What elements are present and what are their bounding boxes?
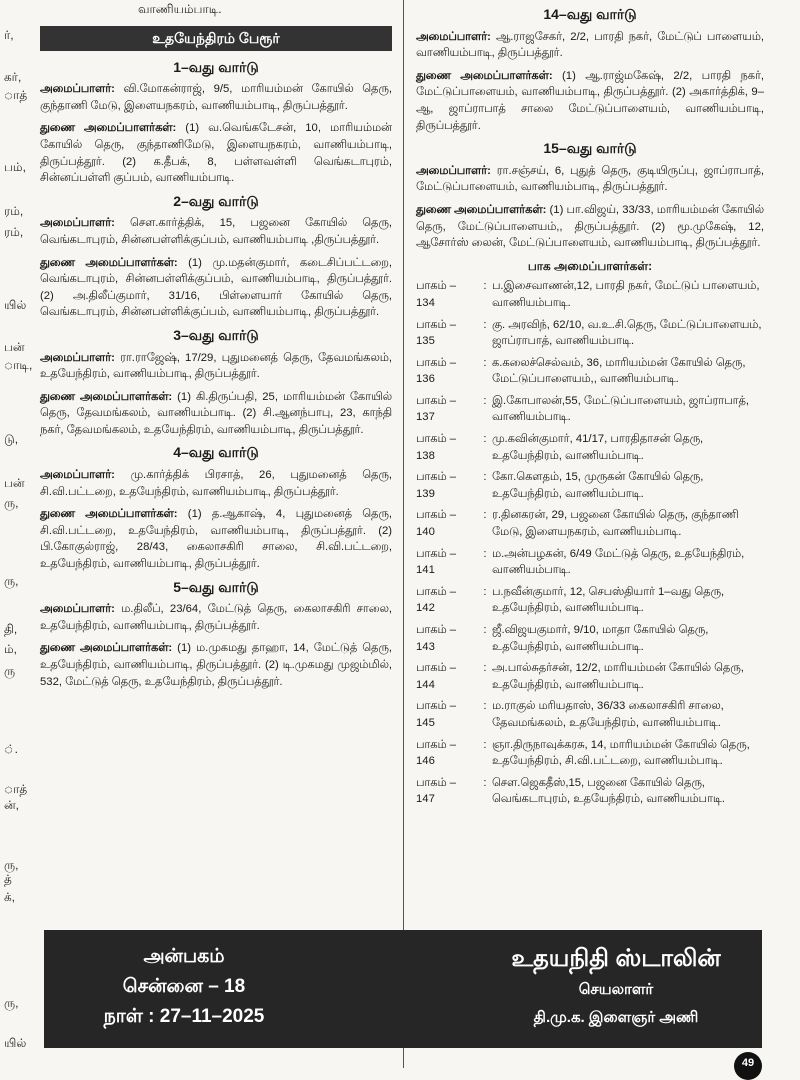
booth-row xyxy=(416,737,764,770)
booth-row xyxy=(416,431,764,464)
role-label: துணை அமைப்பாளர்கள்: xyxy=(416,203,547,216)
booth-text: இ.கோபாலன்,55, மேட்டுப்பாளையம், ஜாப்ராபாத், வாணியம்பாடி. xyxy=(492,394,750,424)
booth-colon: : xyxy=(483,433,487,446)
column-divider xyxy=(403,0,404,1068)
booth-label: பாகம் – 143 xyxy=(416,624,457,653)
entry-text: (1) பா.விஜய், 33/33, மாரியம்மன் கோயில் தெரு, மேட்டுப்பாளையம்,, திருப்பத்தூர். (2) மூ.முகேஷ், 12, ஆசோர்ஸ் லைன், மேட்டுப்பாளையம், வாணியம்பாடி, திருப்பத்தூர். xyxy=(416,203,764,250)
booth-colon: : xyxy=(483,280,487,293)
edge-fragment: ். xyxy=(4,742,18,756)
signatory-org: தி.மு.க. இளைஞர் அணி xyxy=(533,1009,699,1026)
booth-row xyxy=(416,317,764,350)
footer-city: சென்னை – 18 xyxy=(122,976,246,997)
ward-entry xyxy=(40,389,392,439)
edge-fragment: ர், xyxy=(4,28,14,42)
booth-text: க.கலைச்செல்வம், 36, மாரியம்மன் கோயில் தெரு, மேட்டுப்பாளையம்,, வாணியம்பாடி. xyxy=(492,356,746,386)
booth-text: ஜீ.விஜயகுமார், 9/10, மாதா கோயில் தெரு, உதயேந்திரம், வாணியம்பாடி. xyxy=(492,624,709,653)
ward-entry xyxy=(40,640,392,690)
ward-entry xyxy=(416,29,764,62)
edge-fragment: கர், xyxy=(4,70,22,84)
edge-fragment: த் xyxy=(4,872,12,886)
entry-text: ம.திலீப், 23/64, மேட்டுத் தெரு, கைலாசகிரி சாலை, உதயேந்திரம், வாணியம்பாடி, திருப்பத்தூர். xyxy=(40,603,392,632)
ward-title: 15–வது வார்டு xyxy=(543,140,637,157)
booth-row xyxy=(416,622,764,655)
edge-fragment: ரம், xyxy=(4,225,24,239)
ward-entry xyxy=(40,215,392,248)
booth-row xyxy=(416,775,764,808)
edge-fragment: ாத் xyxy=(4,782,28,796)
booth-row xyxy=(416,546,764,579)
booth-label: பாகம் – 144 xyxy=(416,662,457,691)
ward-entry xyxy=(416,68,764,134)
signatory-title: செயலாளர் xyxy=(578,981,654,998)
ward-entry xyxy=(40,601,392,634)
ward-title: 2–வது வார்டு xyxy=(173,192,259,209)
booth-label: பாகம் – 147 xyxy=(416,776,457,806)
booth-label: பாகம் – 146 xyxy=(416,738,457,768)
booth-text: மு.கவின்குமார், 41/17, பாரதிதாசன் தெரு, உதயேந்திரம், வாணியம்பாடி. xyxy=(492,433,704,462)
role-label: துணை அமைப்பாளர்கள்: xyxy=(40,122,177,135)
role-label: அமைப்பாளர்: xyxy=(416,164,491,177)
entry-text: (1) ம.முகமது தாஹா, 14, மேட்டுத் தெரு, உதயேந்திரம், வாணியம்பாடி, திருப்பத்தூர். (2) டி.முகமது முஜம்மில், 532, மேட்டுத் தெரு, உதயேந்திரம், திருப்பத்தூர். xyxy=(40,642,392,688)
edge-fragment: ம், xyxy=(4,642,17,656)
footer-office: அன்பகம் xyxy=(143,946,225,967)
footer-right xyxy=(486,942,746,1032)
edge-fragment: ரு, xyxy=(4,996,19,1010)
edge-fragment: பன் xyxy=(4,340,25,354)
role-label: அமைப்பாளர்: xyxy=(40,351,115,364)
ward-entry xyxy=(40,255,392,321)
edge-fragment: ரு, xyxy=(4,496,19,510)
ward-entry xyxy=(40,467,392,500)
role-label: அமைப்பாளர்: xyxy=(40,603,115,616)
booth-row xyxy=(416,469,764,502)
role-label: துணை அமைப்பாளர்கள்: xyxy=(416,69,553,82)
edge-fragment: தி, xyxy=(4,622,18,636)
booth-text: ப.நவீன்குமார், 12, செபஸ்தியார் 1–வது தெரு, உதயேந்திரம், வாணியம்பாடி. xyxy=(492,585,725,615)
booth-colon: : xyxy=(483,624,487,636)
ward-entry xyxy=(40,506,392,572)
booth-colon: : xyxy=(483,547,487,560)
role-label: துணை அமைப்பாளர்கள்: xyxy=(40,508,178,521)
page-number: 49 xyxy=(734,1052,762,1080)
entry-text: ரா.ராஜேஷ், 17/29, புதுமனைத் தெரு, தேவமங்கலம், உதயேந்திரம், வாணியம்பாடி, திருப்பத்தூர். xyxy=(40,351,392,381)
role-label: துணை அமைப்பாளர்கள்: xyxy=(40,390,173,403)
booth-text: ம.ராகுல் மரியதாஸ், 36/33 கைலாசகிரி சாலை, தேவமங்கலம், உதயேந்திரம், வாணியம்பாடி. xyxy=(492,700,724,729)
booth-colon: : xyxy=(483,776,487,789)
right-wards xyxy=(416,6,764,252)
booth-label: பாகம் – 136 xyxy=(416,356,457,386)
booth-colon: : xyxy=(483,356,487,369)
entry-text: வி.மோகன்ராஜ், 9/5, மாரியம்மன் கோயில் தெரு, குந்தாணி மேடு, இளையநகரம், வாணியம்பாடி, திருப்பத்தூர். xyxy=(40,83,392,112)
booth-colon: : xyxy=(483,318,487,331)
ward-entry xyxy=(416,163,764,196)
booth-label: பாகம் – 139 xyxy=(416,471,457,500)
booth-colon: : xyxy=(483,662,487,675)
edge-fragment: ாத் xyxy=(4,88,28,102)
role-label: துணை அமைப்பாளர்கள்: xyxy=(40,256,178,269)
right-column xyxy=(416,0,764,813)
booth-row xyxy=(416,660,764,693)
booth-label: பாகம் – 145 xyxy=(416,700,457,729)
booth-row xyxy=(416,393,764,426)
edge-fragment: ரு, xyxy=(4,574,19,588)
role-label: அமைப்பாளர்: xyxy=(40,83,115,96)
edge-fragment: யில் xyxy=(4,298,27,312)
ward-title: 1–வது வார்டு xyxy=(173,58,259,75)
booth-text: கு. அரவிந், 62/10, வ.உ.சி.தெரு, மேட்டுப்பாளையம், ஜாப்ராபாத், வாணியம்பாடி. xyxy=(492,318,762,348)
role-label: அமைப்பாளர்: xyxy=(40,469,115,482)
edge-fragment: ன், xyxy=(4,798,19,812)
booth-colon: : xyxy=(483,394,487,407)
booth-text: ம.அன்பழகன், 6/49 மேட்டுத் தெரு, உதயேந்திரம், வாணியம்பாடி. xyxy=(492,547,745,577)
edge-fragment: க், xyxy=(4,890,16,904)
booth-label: பாகம் – 135 xyxy=(416,318,457,348)
booth-colon: : xyxy=(483,509,487,522)
booth-text: ப.இசைவாணன்,12, பாரதி நகர், மேட்டுப் பாளையம், வாணியம்பாடி. xyxy=(492,280,760,309)
ward-title: 3–வது வார்டு xyxy=(173,326,259,343)
booth-text: அ.பால்சுதர்சன், 12/2, மாரியம்மன் கோயில் தெரு, உதயேந்திரம், வாணியம்பாடி. xyxy=(492,662,744,691)
booth-text: ஞா.திருநாவுக்கரசு, 14, மாரியம்மன் கோயில் தெரு, உதயேந்திரம், சி.வி.பட்டறை, வாணியம்பாடி. xyxy=(492,738,750,768)
footer-date: நாள் : 27–11–2025 xyxy=(103,1006,265,1027)
left-wards xyxy=(40,59,392,691)
booth-text: கோ.கௌதம், 15, முருகன் கோயில் தெரு, உதயேந்திரம், வாணியம்பாடி. xyxy=(492,471,704,500)
booth-label: பாகம் – 141 xyxy=(416,547,457,577)
entry-text: (1) மு.மதன்குமார், கடைசிப்பட்டறை, வெங்கடாபுரம், சின்னபள்ளிக்குப்பம், வாணியம்பாடி, திருப்பத்தூர். (2) அ.திலீப்குமார், 31/16, பிள்ளையார் கோயில் தெரு, வெங்கடாபுரம், சின்னபள்ளிக்குப்பம், வாணியம்பாடி, திருப்பத்தூர். xyxy=(40,256,393,319)
role-label: துணை அமைப்பாளர்கள்: xyxy=(40,642,173,655)
entry-text: ஆ.ராஜசேகர், 2/2, பாரதி நகர், மேட்டுப் பாளையம், வாணியம்பாடி, திருப்பத்தூர். xyxy=(416,30,764,60)
booth-heading: பாக அமைப்பாளர்கள்: xyxy=(527,258,653,273)
entry-text: மு.கார்த்திக் பிரசாத், 26, புதுமனைத் தெரு, சி.வி.பட்டறை, உதயேந்திரம், வாணியம்பாடி, திருப்பத்தூர். xyxy=(40,469,392,498)
ward-entry xyxy=(40,81,392,114)
edge-fragment: ரு xyxy=(4,664,16,678)
edge-fragment: ரம், xyxy=(4,204,24,218)
booth-row xyxy=(416,698,764,731)
role-label: அமைப்பாளர்: xyxy=(416,30,491,43)
ward-title: 14–வது வார்டு xyxy=(543,6,637,22)
booth-text: ர.தினகரன், 29, பஜனை கோயில் தெரு, குந்தாணி மேடு, இளையநகரம், வாணியம்பாடி. xyxy=(492,509,739,539)
booth-label: பாகம் – 134 xyxy=(416,280,457,309)
role-label: அமைப்பாளர்: xyxy=(40,217,115,230)
entry-text: ரா.சஞ்சய், 6, புதுத் தெரு, குடியிருப்பு, ஜாப்ராபாத், மேட்டுப்பாளையம், வாணியம்பாடி, திருப்பத்தூர். xyxy=(416,164,764,194)
entry-text: (1) த.ஆகாஷ், 4, புதுமனைத் தெரு, சி.வி.பட்டறை, உதயேந்திரம், வாணியம்பாடி, திருப்பத்தூர். (2) பி.கோகுல்ராஜ், 28/43, கைலாசகிரி சாலை, சி.வி.பட்டறை, உதயேந்திரம், வாணியம்பாடி, திருப்பத்தூர். xyxy=(40,508,393,571)
booth-colon: : xyxy=(483,700,487,713)
left-column xyxy=(40,26,392,696)
section-banner: உதயேந்திரம் பேரூர் xyxy=(40,26,392,51)
edge-fragment: ரு, xyxy=(4,858,19,872)
booth-colon: : xyxy=(483,585,487,598)
booth-label: பாகம் – 137 xyxy=(416,394,457,424)
ward-entry xyxy=(416,202,764,252)
booth-row xyxy=(416,507,764,540)
booth-label: பாகம் – 142 xyxy=(416,585,457,615)
edge-fragment: ாடி, xyxy=(4,358,33,372)
edge-fragment: பன் xyxy=(4,476,25,490)
ward-entry xyxy=(40,120,392,186)
edge-fragment: பம், xyxy=(4,160,26,174)
booth-list xyxy=(416,278,764,808)
ward-title: 5–வது வார்டு xyxy=(173,578,259,595)
edge-fragment: டு, xyxy=(4,432,19,446)
footer-block xyxy=(44,930,762,1048)
ward-entry xyxy=(40,350,392,383)
booth-row xyxy=(416,278,764,311)
signatory-name: உதயநிதி ஸ்டாலின் xyxy=(511,945,721,972)
booth-colon: : xyxy=(483,471,487,484)
left-edge-fragments xyxy=(0,0,33,1068)
booth-row xyxy=(416,584,764,617)
footer-left xyxy=(84,942,284,1032)
entry-text: சௌ.கார்த்திக், 15, பஜனை கோயில் தெரு, வெங்கடாபுரம், சின்னபள்ளிக்குப்பம், வாணியம்பாடி ,திருப்பத்தூர். xyxy=(40,217,392,246)
entry-text: (1) வ.வெங்கடேசன், 10, மாரியம்மன் கோயில் தெரு, குந்தாணிமேடு, இளையநகரம், வாணியம்பாடி, திருப்பத்தூர். (2) க.தீபக், 8, பள்ளவள்ளி வெங்கடாபுரம், சின்னப்பள்ளி குப்பம், வாணியம்பாடி. xyxy=(40,122,392,185)
left-top-fragment: வாணியம்பாடி. xyxy=(138,2,222,16)
booth-text: சௌ.ஜெகதீஸ்,15, பஜனை கோயில் தெரு, வெங்கடாபுரம், உதயேந்திரம், வாணியம்பாடி. xyxy=(492,776,725,806)
booth-label: பாகம் – 138 xyxy=(416,433,457,462)
edge-fragment: யில் xyxy=(4,1036,27,1050)
booth-colon: : xyxy=(483,738,487,751)
booth-label: பாகம் – 140 xyxy=(416,509,457,539)
ward-title: 4–வது வார்டு xyxy=(173,444,259,461)
booth-row xyxy=(416,355,764,388)
entry-text: (1) ஆ.ராஜ்மகேஷ், 2/2, பாரதி நகர், மேட்டுப்பாளையம், வாணியம்பாடி, திருப்பத்தூர். (2) அகார்த்திக், 9–ஆ, ஜாப்ராபாத் சாலை மேட்டுப்பாளையம், வாணியம்பாடி, திருப்பத்தூர். xyxy=(416,69,765,132)
entry-text: (1) கி.திருப்பதி, 25, மாரியம்மன் கோயில் தெரு, தேவமங்கலம், வாணியம்பாடி. (2) சி.ஆனந்பாபு, 23, காந்தி நகர், தேவமங்கலம், உதயேந்திரம், வாணியம்பாடி, திருப்பத்தூர். xyxy=(40,390,392,436)
